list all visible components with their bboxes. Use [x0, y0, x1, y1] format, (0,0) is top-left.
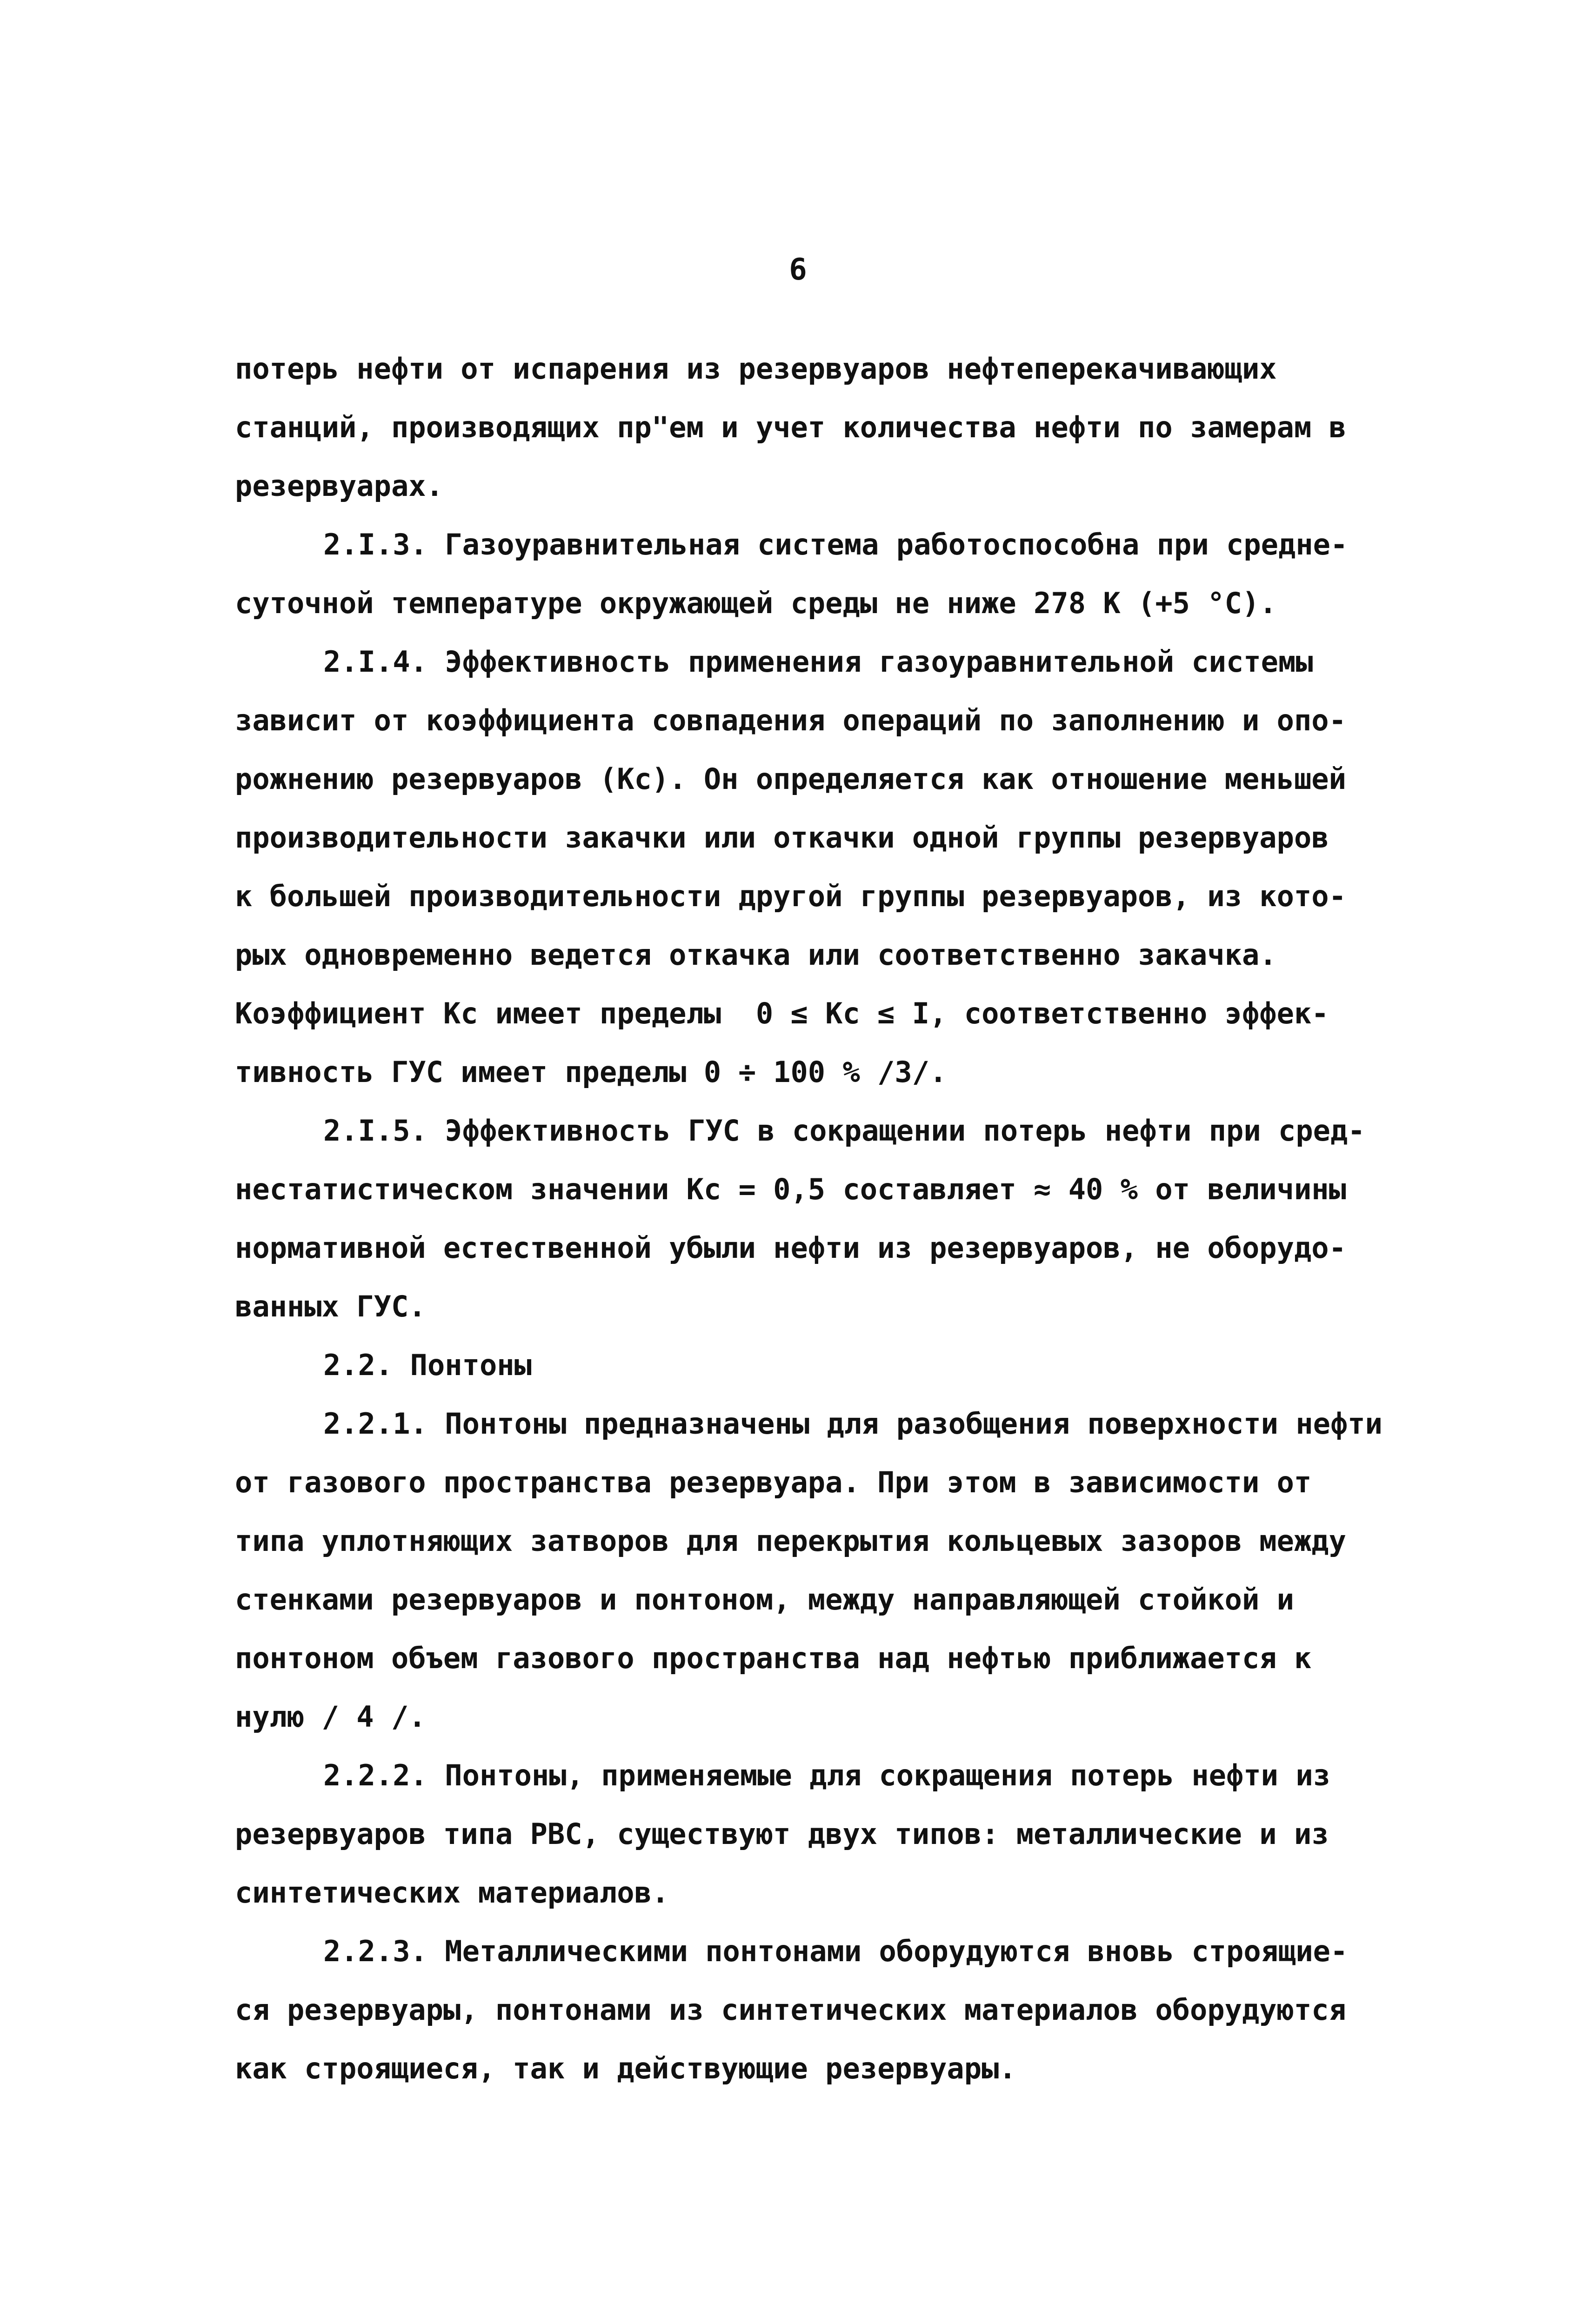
text-line: тивность ГУС имеет пределы 0 ÷ 100 % /3/.	[235, 1055, 947, 1089]
text-line: рых одновременно ведется откачка или соответственно закачка.	[235, 938, 1277, 972]
text-line: производительности закачки или откачки одной группы резервуаров	[235, 821, 1329, 855]
text-line: к большей производительности другой группы резервуаров, из кото-	[235, 879, 1346, 913]
text-line: суточной температуре окружающей среды не ниже 278 К (+5 °С).	[235, 586, 1277, 620]
text-line: нулю / 4 /.	[235, 1700, 426, 1734]
text-line: понтоном объем газового пространства над нефтью приближается к	[235, 1641, 1312, 1675]
text-line: 2.I.4. Эффективность применения газоуравнительной системы	[323, 645, 1313, 679]
text-line: 2.2. Понтоны	[323, 1348, 532, 1382]
text-line: 2.2.1. Понтоны предназначены для разобщения поверхности нефти	[323, 1407, 1382, 1441]
text-line: ся резервуары, понтонами из синтетических материалов оборудуются	[235, 1993, 1346, 2027]
text-line: рожнению резервуаров (Кс). Он определяется как отношение меньшей	[235, 762, 1346, 796]
text-line: синтетических материалов.	[235, 1876, 669, 1910]
text-line: резервуарах.	[235, 469, 443, 503]
text-line: типа уплотняющих затворов для перекрытия кольцевых зазоров между	[235, 1524, 1346, 1558]
text-line: 2.I.5. Эффективность ГУС в сокращении потерь нефти при сред-	[323, 1114, 1365, 1148]
text-line: 2.2.3. Металлическими понтонами оборудуются вновь строящие-	[323, 1934, 1348, 1968]
text-line: Коэффициент Кс имеет пределы 0 ≤ Кс ≤ I, соответственно эффек-	[235, 996, 1329, 1030]
text-line: 2.I.3. Газоуравнительная система работоспособна при средне-	[323, 528, 1348, 561]
body-text	[235, 340, 1416, 2098]
text-line: нормативной естественной убыли нефти из резервуаров, не оборудо-	[235, 1231, 1346, 1265]
page-number: 6	[789, 253, 807, 287]
text-line: резервуаров типа РВС, существуют двух типов: металлические и из	[235, 1817, 1329, 1851]
text-line: потерь нефти от испарения из резервуаров нефтеперекачивающих	[235, 352, 1277, 386]
text-line: ванных ГУС.	[235, 1289, 426, 1323]
text-line: станций, производящих пр"ем и учет количества нефти по замерам в	[235, 410, 1346, 444]
text-line: зависит от коэффициента совпадения операций по заполнению и опо-	[235, 703, 1346, 737]
text-line: стенками резервуаров и понтоном, между направляющей стойкой и	[235, 1583, 1294, 1616]
text-line: нестатистическом значении Кс = 0,5 составляет ≈ 40 % от величины	[235, 1172, 1346, 1206]
text-line: от газового пространства резервуара. При этом в зависимости от	[235, 1465, 1312, 1499]
text-line: как строящиеся, так и действующие резервуары.	[235, 2051, 1016, 2085]
text-line: 2.2.2. Понтоны, применяемые для сокращения потерь нефти из	[323, 1758, 1330, 1792]
